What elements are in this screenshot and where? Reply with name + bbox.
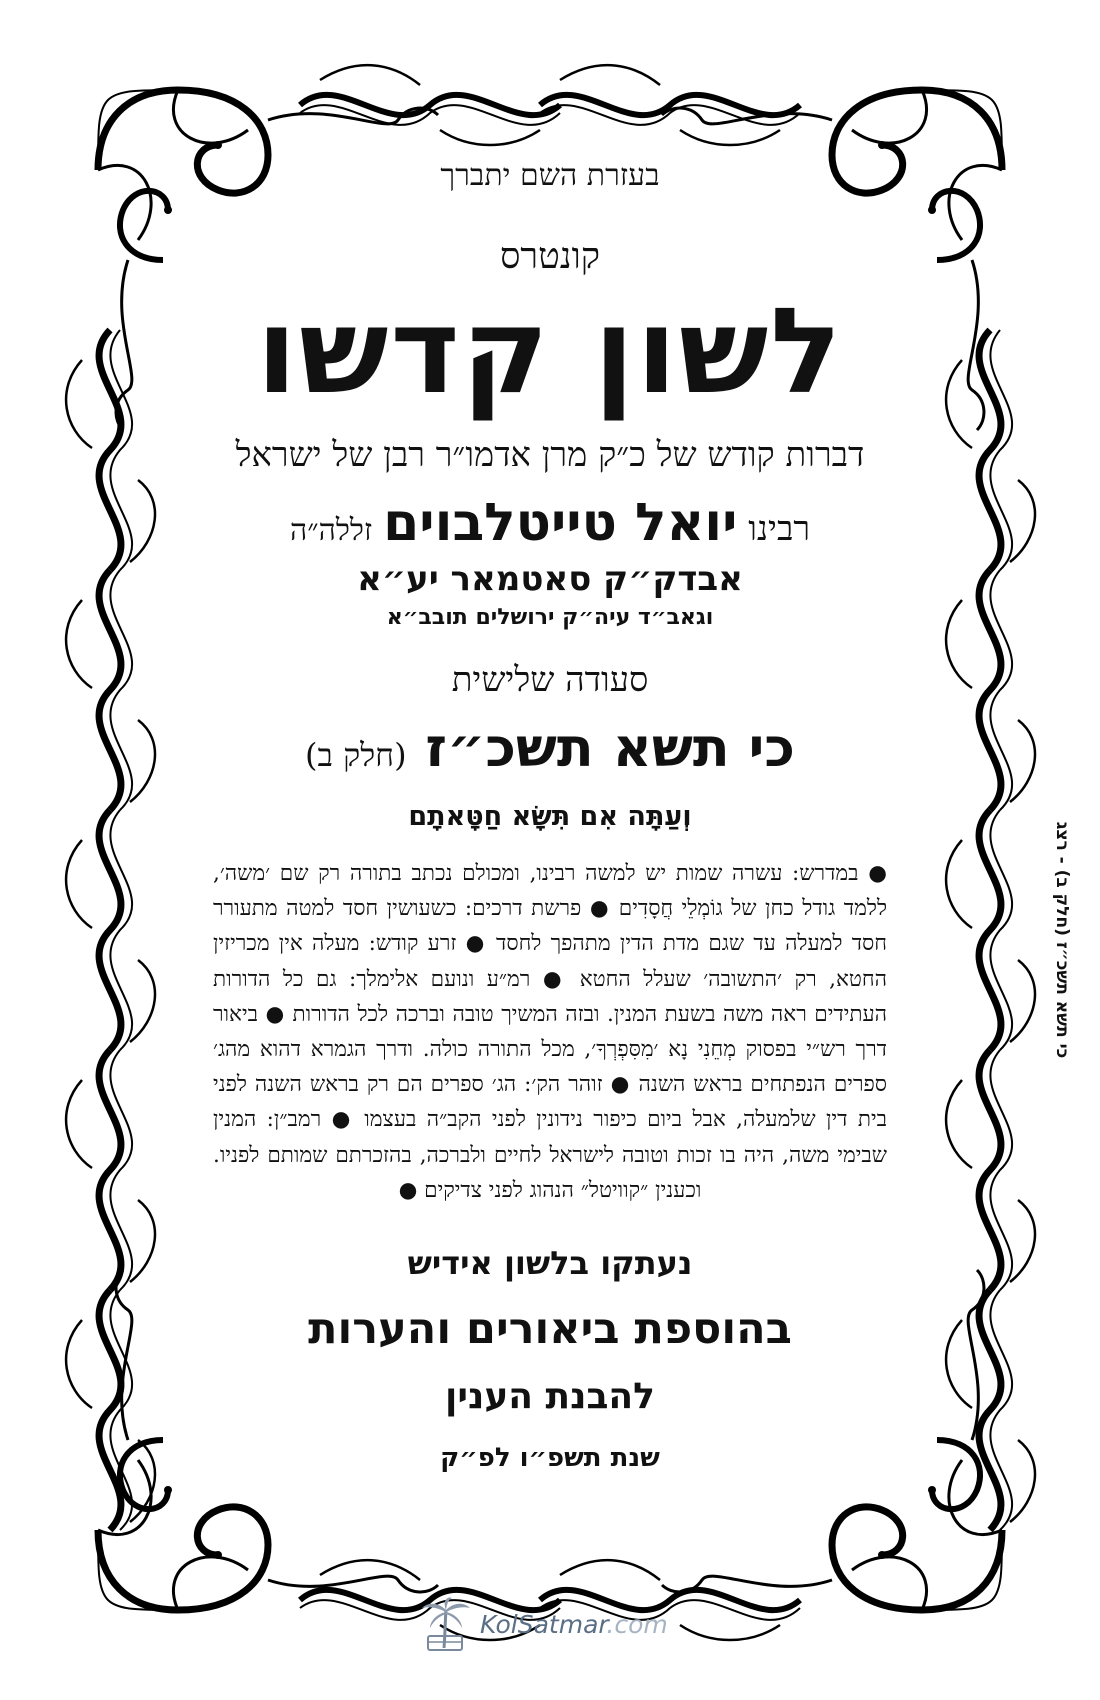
kolsatmar-logo <box>418 1594 708 1654</box>
understanding-note: להבנת הענין <box>445 1376 655 1418</box>
author-intro-line: דברות קודש של כ״ק מרן אדמו״ר רבן של ישראל <box>235 435 865 475</box>
additions-note: בהוספת ביאורים והערות <box>308 1304 792 1355</box>
palm-tree-icon <box>418 1596 472 1652</box>
side-running-header: כי תשא תשכ״ז (חלק ב) - רצג <box>1052 821 1072 1059</box>
logo-wordmark <box>480 1610 668 1639</box>
author-title-satmar: אבדק״ק סאטמאר יע״א <box>357 559 743 599</box>
logo-domain: .com <box>606 1609 668 1639</box>
publication-year: שנת תשפ״ו לפ״ק <box>440 1443 660 1474</box>
kuntres-label: קונטרס <box>499 236 601 277</box>
author-prefix: רבינו <box>748 509 811 549</box>
verse-quote: וְעַתָּה אִם תִּשָּׂא חַטָּאתָם <box>408 801 692 832</box>
main-title: לשון קדשו <box>256 282 844 420</box>
author-suffix: זללה״ה <box>289 513 373 548</box>
topics-summary: ● במדרש: עשרה שמות יש למשה רבינו, ומכולם נכתב בתורה רק שם ׳משה׳, ללמד גודל כחן של גוֹמְלֵי חֲסָדִים ● פרשת דרכים: כשעושין חסד למטה מתעורר חסד למעלה עד שגם מדת הדין מתהפך לחסד ● זרע קודש: מעלה אין מכריזין החטא, רק ׳התשובה׳ שעלל החטא ● רמ״ע ונועם אלימלך: גם כל הדורות העתידים ראה משה בשעת המנין. ובזה המשיך טובה וברכה לכל הדורות ● ביאור דרך רש״י בפסוק מְחֵנִי נָא ׳מִסִּפְרְךָ׳, מכל התורה כולה. ודרך הגמרא דהוא מהג׳ ספרים הנפתחים בראש השנה ● זוהר הק׳: הג׳ ספרים הם רק בראש השנה לפני בית דין שלמעלה, אבל ביום כיפור נידונין לפני הקב״ה בעצמו ● רמב״ן: המנין שבימי משה, היה בו זכות וטובה לישראל לחיים ולברכה, בהזכרתם שמותם לפניו. וכענין ״קוויטל״ הנהוג לפני צדיקים ● <box>213 861 887 1203</box>
parsha-name: כי תשא תשכ״ז <box>425 716 796 779</box>
author-name: יואל טייטלבוים <box>383 493 738 553</box>
translation-note: נעתקו בלשון אידיש <box>407 1244 693 1283</box>
author-title-jerusalem: וגאב״ד עיה״ק ירושלים תובב״א <box>386 605 714 630</box>
title-page-content <box>205 150 895 1473</box>
parsha-title <box>205 716 895 779</box>
author-name-line <box>205 493 895 553</box>
part-label: (חלק ב) <box>304 736 407 774</box>
logo-name: KolSatmar <box>480 1609 607 1639</box>
occasion-label: סעודה שלישית <box>451 660 649 700</box>
blessing-line: בעזרת השם יתברך <box>440 158 660 193</box>
